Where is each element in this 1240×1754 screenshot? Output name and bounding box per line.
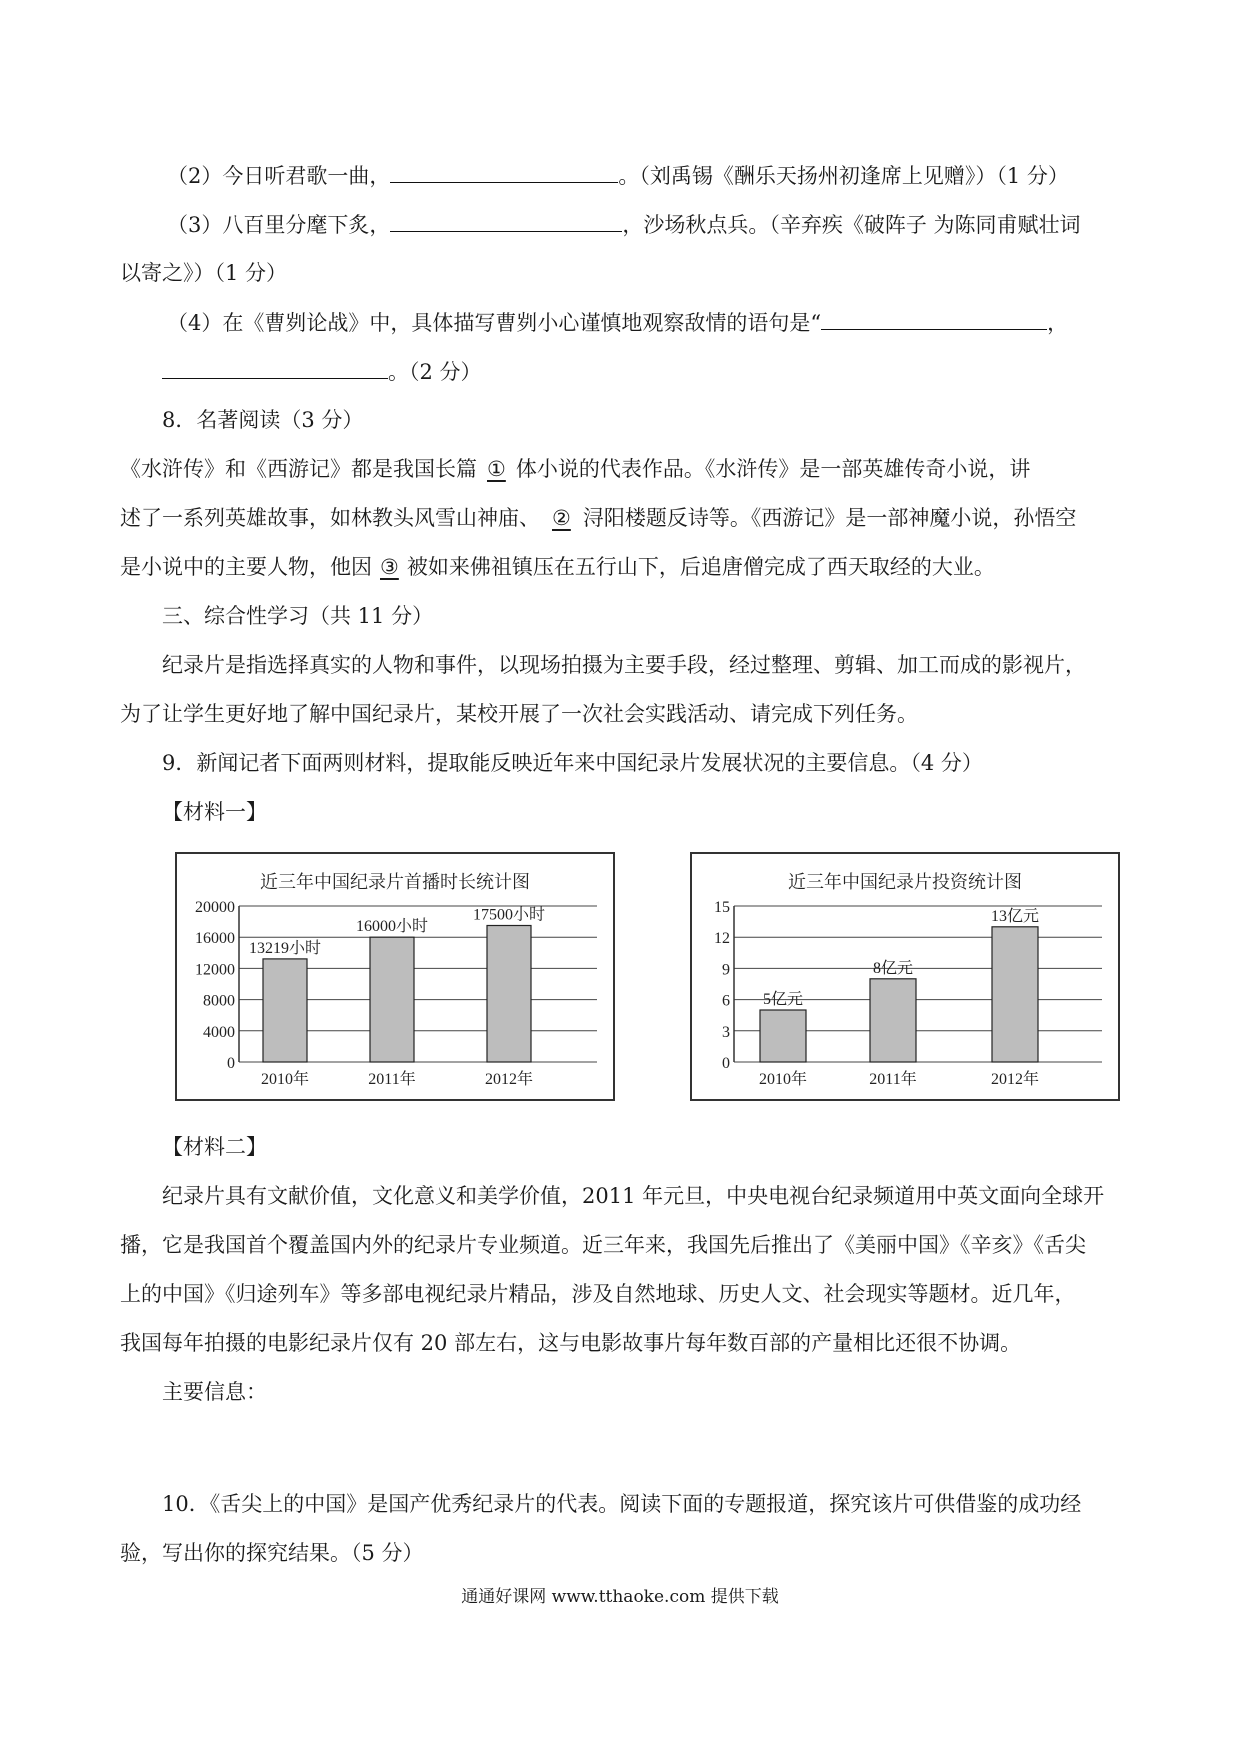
section-title: 三、综合性学习（共 11 分）	[162, 604, 434, 628]
y-tick-label: 12000	[195, 961, 235, 979]
data-label: 8亿元	[872, 959, 914, 977]
data-label: 17500小时	[472, 906, 546, 924]
x-tick-label: 2012年	[484, 1071, 534, 1088]
q8-para-line3	[120, 552, 995, 582]
x-tick-label: 2010年	[260, 1071, 310, 1088]
q7-item4	[167, 307, 1068, 338]
blank-marker-1: ①	[487, 457, 506, 481]
q7-item3-prefix: （3）八百里分麾下炙，	[167, 213, 391, 237]
y-tick-label: 9	[722, 961, 730, 979]
text: 被如来佛祖镇压在五行山下，后追唐僧完成了西天取经的大业。	[406, 555, 995, 579]
blank-marker-2: ②	[552, 506, 571, 530]
chart-svg	[692, 854, 1118, 1099]
data-label: 16000小时	[355, 918, 429, 936]
chart-broadcast-hours	[175, 852, 615, 1101]
text: 体小说的代表作品。《水浒传》是一部英雄传奇小说，讲	[515, 457, 1031, 481]
material-two-line2: 播，它是我国首个覆盖国内外的纪录片专业频道。近三年来，我国先后推出了《美丽中国》《辛亥》《舌尖	[120, 1233, 1086, 1257]
y-tick-label: 8000	[203, 992, 235, 1010]
q7-item2	[167, 160, 1069, 191]
chart-svg	[177, 854, 613, 1099]
y-tick-label: 0	[722, 1055, 730, 1072]
q7-item4-suffix: 。（2 分）	[388, 360, 482, 384]
q9-title: 9．新闻记者下面两则材料，提取能反映近年来中国纪录片发展状况的主要信息。（4 分）	[162, 751, 983, 775]
x-tick-label: 2011年	[869, 1071, 917, 1088]
chart-title: 近三年中国纪录片首播时长统计图	[260, 872, 530, 892]
chart-investment	[690, 852, 1120, 1101]
y-tick-label: 3	[722, 1023, 730, 1041]
text: 《水浒传》和《西游记》都是我国长篇	[120, 457, 477, 481]
y-tick-label: 16000	[195, 930, 235, 948]
x-tick-label: 2012年	[990, 1071, 1040, 1088]
text: 是小说中的主要人物，他因	[120, 555, 372, 579]
answer-label: 主要信息：	[162, 1380, 267, 1404]
chart-title: 近三年中国纪录片投资统计图	[788, 872, 1022, 892]
y-tick-label: 0	[227, 1055, 235, 1072]
q10-line1: 10．《舌尖上的中国》是国产优秀纪录片的代表。阅读下面的专题报道，探究该片可供借鉴的成功经	[162, 1492, 1082, 1516]
data-label: 13219小时	[248, 939, 322, 957]
bar	[263, 959, 307, 1062]
y-tick-label: 4000	[203, 1023, 235, 1041]
section-intro-line2: 为了让学生更好地了解中国纪录片，某校开展了一次社会实践活动、请完成下列任务。	[120, 702, 918, 726]
answer-blank[interactable]	[162, 356, 388, 379]
q7-item3-line2: 以寄之》）（1 分）	[120, 261, 288, 285]
y-tick-label: 20000	[195, 899, 235, 916]
q8-para-line1	[120, 454, 1030, 484]
page-footer: 通通好课网 www.tthaoke.com 提供下载	[461, 1587, 779, 1607]
material-one-label: 【材料一】	[162, 800, 267, 824]
q7-item4-comma: ，	[1047, 311, 1069, 335]
text: 述了一系列英雄故事，如林教头风雪山神庙、	[120, 506, 540, 530]
x-tick-label: 2011年	[368, 1071, 416, 1088]
y-tick-label: 12	[714, 930, 730, 948]
answer-blank[interactable]	[390, 209, 622, 232]
q7-item4-line2	[162, 356, 482, 387]
answer-blank[interactable]	[821, 307, 1047, 330]
material-two-label: 【材料二】	[162, 1135, 267, 1159]
bar	[760, 1010, 806, 1062]
q8-para-line2	[120, 503, 1076, 533]
q7-item3	[167, 209, 1081, 240]
section-intro-line1: 纪录片是指选择真实的人物和事件，以现场拍摄为主要手段，经过整理、剪辑、加工而成的影视片，	[162, 653, 1086, 677]
bar	[870, 979, 916, 1062]
bar	[370, 937, 414, 1062]
y-tick-label: 15	[714, 899, 730, 916]
q7-item2-prefix: （2）今日听君歌一曲，	[167, 164, 391, 188]
material-two-line1: 纪录片具有文献价值，文化意义和美学价值，2011 年元旦，中央电视台纪录频道用中英文面向全球开	[162, 1184, 1105, 1208]
y-tick-label: 6	[722, 992, 730, 1010]
bar	[992, 927, 1038, 1062]
data-label: 5亿元	[762, 991, 804, 1008]
data-label: 13亿元	[990, 907, 1040, 925]
q10-line2: 验，写出你的探究结果。（5 分）	[120, 1541, 424, 1565]
q7-item2-suffix: 。（刘禹锡《酬乐天扬州初逢席上见赠》）（1 分）	[618, 164, 1069, 188]
material-two-line3: 上的中国》《归途列车》等多部电视纪录片精品，涉及自然地球、历史人文、社会现实等题材。近几年，	[120, 1282, 1076, 1306]
text: 浔阳楼题反诗等。《西游记》是一部神魔小说，孙悟空	[582, 506, 1077, 530]
material-two-line4: 我国每年拍摄的电影纪录片仅有 20 部左右，这与电影故事片每年数百部的产量相比还很不协调。	[120, 1331, 1022, 1355]
q7-item4-prefix: （4）在《曹刿论战》中，具体描写曹刿小心谨慎地观察敌情的语句是“	[167, 311, 822, 335]
x-tick-label: 2010年	[758, 1071, 808, 1088]
answer-blank[interactable]	[390, 160, 618, 183]
blank-marker-3: ③	[380, 555, 399, 579]
bar	[487, 926, 531, 1063]
q7-item3-suffix: ，沙场秋点兵。（辛弃疾《破阵子 为陈同甫赋壮词	[622, 213, 1081, 237]
q8-title: 8．名著阅读（3 分）	[162, 408, 364, 432]
